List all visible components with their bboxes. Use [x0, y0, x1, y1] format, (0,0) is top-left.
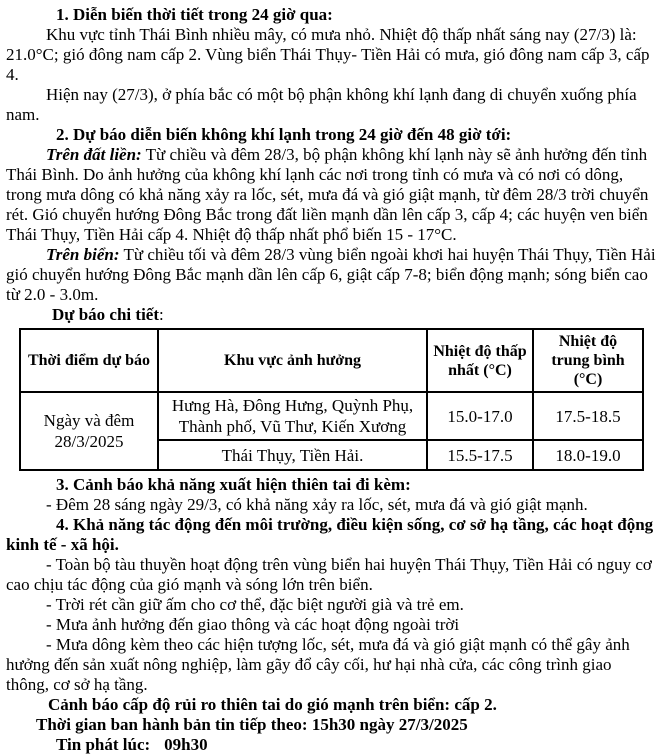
- section1-para2: Hiện nay (27/3), ở phía bắc có một bộ phận không khí lạnh đang di chuyển xuống phía nam.: [6, 85, 637, 124]
- header-min-temp: Nhiệt độ thấp nhất (°C): [427, 329, 533, 392]
- section2-land-para: [6, 145, 658, 245]
- section2-sea-para: [6, 245, 658, 305]
- region-cell: Thái Thụy, Tiền Hải.: [158, 440, 427, 470]
- header-forecast-time: Thời điểm dự báo: [20, 329, 158, 392]
- region-cell: Hưng Hà, Đông Hưng, Quỳnh Phụ, Thành phố, Vũ Thư, Kiến Xương: [158, 392, 427, 440]
- detail-forecast-label: Dự báo chi tiết: [52, 305, 159, 324]
- section2-heading: 2. Dự báo diễn biến không khí lạnh trong 24 giờ đến 48 giờ tới:: [56, 125, 512, 144]
- section4-bullet: - Trời rét cần giữ ấm cho cơ thể, đặc biệt người già và trẻ em.: [46, 595, 464, 614]
- on-land-label: Trên đất liền:: [46, 145, 142, 164]
- min-temp-cell: 15.0-17.0: [427, 392, 533, 440]
- detail-forecast-colon: :: [159, 305, 164, 324]
- next-bulletin-line: Thời gian ban hành bản tin tiếp theo: 15h30 ngày 27/3/2025: [36, 715, 468, 734]
- forecast-time-cell: Ngày và đêm 28/3/2025: [20, 392, 158, 470]
- on-sea-text: Từ chiều tối và đêm 28/3 vùng biển ngoài khơi hai huyện Thái Thụy, Tiền Hải gió chuyển hướng Đông Bắc mạnh dần lên cấp 6, giật cấp 7-8; biển động mạnh; sóng biển cao từ 2.0 - 3.0m.: [6, 245, 656, 304]
- section4-bullet: - Toàn bộ tàu thuyền hoạt động trên vùng biển hai huyện Thái Thụy, Tiền Hải có nguy cơ cao chịu tác động của gió mạnh và sóng lớn trên biển.: [6, 555, 652, 594]
- header-affected-area: Khu vực ảnh hưởng: [158, 329, 427, 392]
- section3-heading: 3. Cảnh báo khả năng xuất hiện thiên tai đi kèm:: [56, 475, 411, 494]
- issued-time-label: Tin phát lúc:: [56, 735, 151, 754]
- detail-forecast-label-line: [6, 305, 658, 325]
- header-avg-temp: Nhiệt độ trung bình (°C): [533, 329, 643, 392]
- section4-bullet: - Mưa ảnh hưởng đến giao thông và các hoạt động ngoài trời: [46, 615, 460, 634]
- table-row: [20, 392, 643, 440]
- issued-time-line: [6, 735, 658, 755]
- avg-temp-cell: 17.5-18.5: [533, 392, 643, 440]
- section1-heading: 1. Diễn biến thời tiết trong 24 giờ qua:: [56, 5, 333, 24]
- min-temp-cell: 15.5-17.5: [427, 440, 533, 470]
- forecast-table: [19, 328, 644, 471]
- issued-time-value: 09h30: [164, 735, 208, 754]
- section3-bullet: - Đêm 28 sáng ngày 29/3, có khả năng xảy ra lốc, sét, mưa đá và gió giật mạnh.: [46, 495, 588, 514]
- avg-temp-cell: 18.0-19.0: [533, 440, 643, 470]
- section4-heading: 4. Khả năng tác động đến môi trường, điều kiện sống, cơ sở hạ tầng, các hoạt động kinh tế - xã hội.: [6, 515, 654, 554]
- on-sea-label: Trên biển:: [46, 245, 120, 264]
- risk-level-warning: Cảnh báo cấp độ rủi ro thiên tai do gió mạnh trên biển: cấp 2.: [48, 695, 497, 714]
- section1-para1: Khu vực tỉnh Thái Bình nhiều mây, có mưa nhỏ. Nhiệt độ thấp nhất sáng nay (27/3) là: 21.0°C; gió đông nam cấp 2. Vùng biển Thái Thụy- Tiền Hải có mưa, gió đông nam cấp 3, cấp 4.: [6, 25, 650, 84]
- section4-bullet: - Mưa dông kèm theo các hiện tượng lốc, sét, mưa đá và gió giật mạnh có thể gây ảnh hưởng đến sản xuất nông nghiệp, làm gãy đổ cây cối, hư hại nhà cửa, các công trình giao thông, cơ sở hạ tầng.: [6, 635, 630, 694]
- forecast-table-header-row: [20, 329, 643, 392]
- on-land-text: Từ chiều và đêm 28/3, bộ phận không khí lạnh này sẽ ảnh hưởng đến tỉnh Thái Bình. Do ảnh hưởng của không khí lạnh các nơi trong tỉnh có mưa và có nơi có dông, trong mưa dông có khả năng xảy ra lốc, sét, mưa đá và gió giật mạnh, từ đêm 28/3 trời chuyển rét. Gió chuyển hướng Đông Bắc trong đất liền mạnh dần lên cấp 3, cấp 4; các huyện ven biển Thái Thụy, Tiền Hải cấp 4. Nhiệt độ thấp nhất phổ biến 15 - 17°C.: [6, 145, 649, 244]
